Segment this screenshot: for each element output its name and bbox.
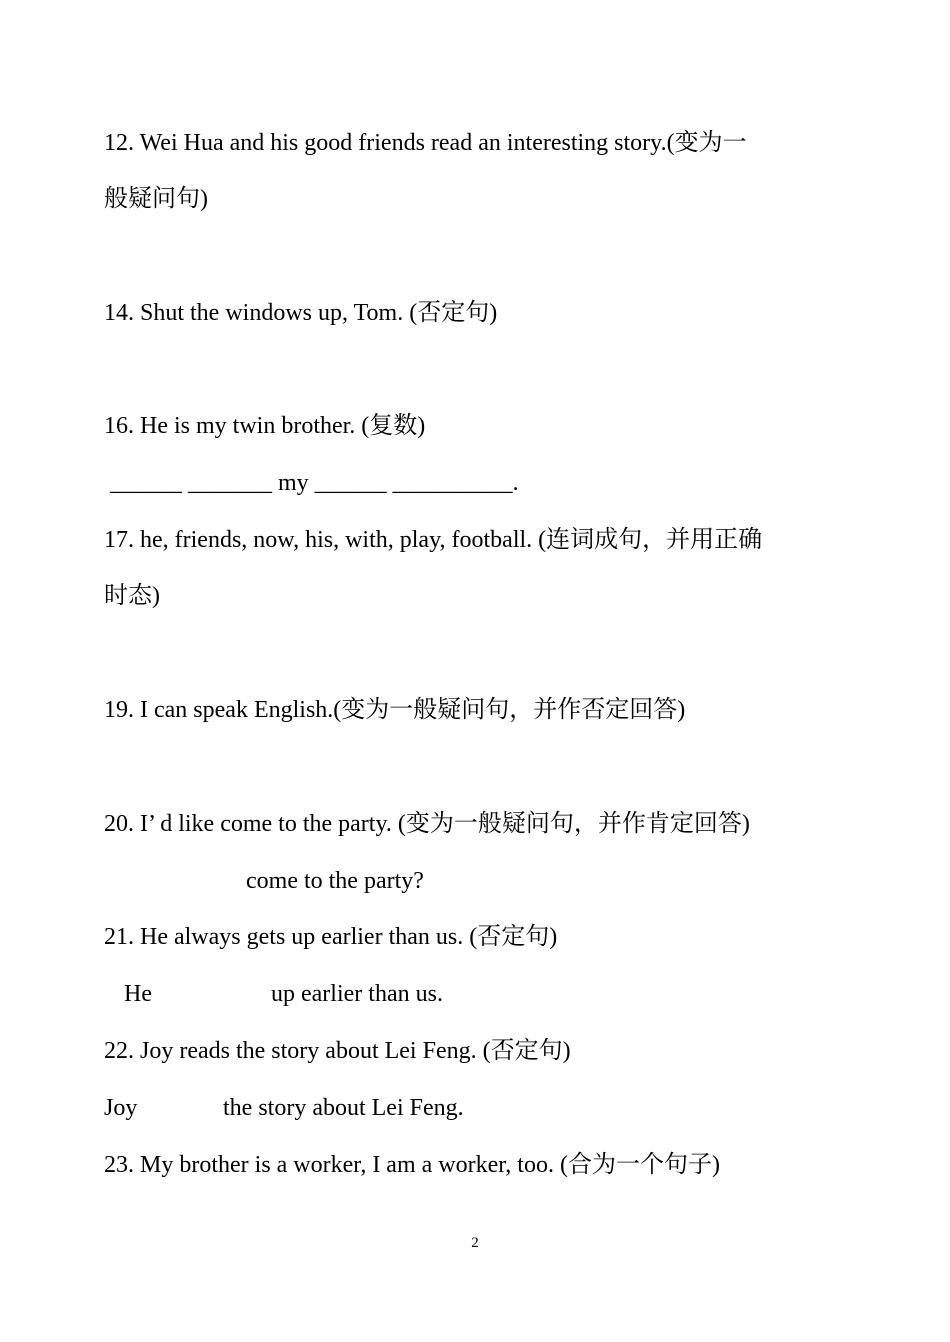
question-21: 21. He always gets up earlier than us. (否定句) bbox=[104, 924, 558, 950]
question-21-answer-end: up earlier than us. bbox=[271, 981, 443, 1007]
question-17-line-2: 时态) bbox=[104, 583, 160, 609]
question-23: 23. My brother is a worker, I am a worker, too. (合为一个句子) bbox=[104, 1152, 720, 1178]
question-12-line-1: 12. Wei Hua and his good friends read an interesting story.(变为一 bbox=[104, 130, 747, 156]
page-number: 2 bbox=[471, 1235, 479, 1251]
question-22-answer-start: Joy bbox=[104, 1095, 138, 1121]
question-17-line-1: 17. he, friends, now, his, with, play, football. (连词成句，并用正确 bbox=[104, 527, 763, 553]
question-16-answer-blanks: ______ _______ my ______ __________. bbox=[104, 470, 519, 496]
question-16: 16. He is my twin brother. (复数) bbox=[104, 413, 426, 439]
question-22-answer-end: the story about Lei Feng. bbox=[223, 1095, 464, 1121]
question-20-answer: come to the party? bbox=[246, 868, 424, 894]
question-19: 19. I can speak English.(变为一般疑问句，并作否定回答) bbox=[104, 697, 686, 723]
question-20: 20. I’ d like come to the party. (变为一般疑问句，并作肯定回答) bbox=[104, 811, 750, 837]
question-22: 22. Joy reads the story about Lei Feng. (否定句) bbox=[104, 1038, 571, 1064]
question-14: 14. Shut the windows up, Tom. (否定句) bbox=[104, 300, 498, 326]
question-12-line-2: 般疑问句) bbox=[104, 186, 208, 212]
question-21-answer-start: He bbox=[124, 981, 152, 1007]
